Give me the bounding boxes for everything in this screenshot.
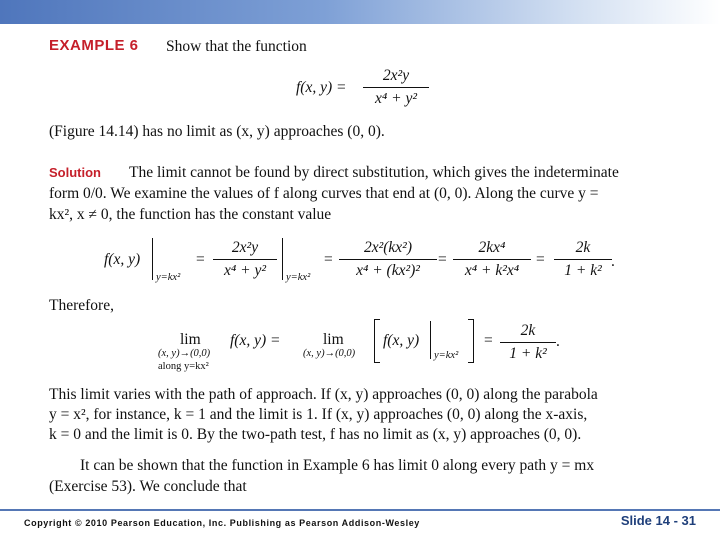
eq1-equals-3: =: [438, 251, 447, 268]
example-statement: (Figure 14.14) has no limit as (x, y) approaches (0, 0).: [49, 123, 385, 140]
eq1-f1-num: 2x²y: [231, 239, 259, 256]
eq1-eval-subscript-1: y=kx²: [156, 272, 181, 283]
eq2-eval-subscript: y=kx²: [434, 350, 459, 361]
eq2-lim-1-under-a: (x, y)→(0,0): [158, 348, 211, 359]
footer-rule: [0, 509, 720, 511]
eq1-f3-den: x⁴ + k²x⁴: [464, 262, 520, 280]
solution-line-2: form 0/0. We examine the values of f along curves that end at (0, 0). Along the curve y =: [49, 185, 599, 202]
function-fraction: [363, 66, 429, 109]
para-line-5: (Exercise 53). We conclude that: [49, 478, 247, 495]
para-line-2: y = x², for instance, k = 1 and the limit is 1. If (x, y) approaches (0, 0) along the x-axis,: [49, 406, 588, 423]
eq1-fraction-3: [453, 238, 531, 281]
example-label: EXAMPLE 6: [49, 37, 139, 54]
function-numerator: 2x²y: [382, 67, 410, 84]
para-line-4: It can be shown that the function in Example 6 has limit 0 along every path y = mx: [80, 457, 595, 474]
eq1-equals-2: =: [324, 251, 333, 268]
eq1-lhs: f(x, y): [104, 251, 141, 268]
eq2-num: 2k: [520, 322, 536, 339]
eq2-equals: =: [484, 332, 493, 349]
eq2-fraction: [500, 321, 556, 364]
eq2-period: .: [556, 333, 560, 350]
eq1-f4-den: 1 + k²: [564, 262, 602, 280]
solution-label: Solution: [49, 165, 101, 180]
function-denominator: x⁴ + y²: [374, 90, 417, 108]
eq2-lim-2: lim: [323, 331, 344, 348]
copyright-text: Copyright © 2010 Pearson Education, Inc. Publishing as Pearson Addison-Wesley: [24, 518, 420, 528]
para-line-1: This limit varies with the path of approach. If (x, y) approaches (0, 0) along the parabola: [49, 386, 598, 403]
eq1-f2-den: x⁴ + (kx²)²: [356, 262, 420, 280]
function-lhs: f(x, y) =: [296, 79, 347, 96]
eq2-left-bracket: [374, 319, 380, 363]
eq2-inner-f: f(x, y): [383, 332, 420, 349]
eq1-f2-num: 2x²(kx²): [363, 239, 412, 256]
eq2-right-bracket: [468, 319, 474, 363]
eq2-lim-2-under: (x, y)→(0,0): [303, 348, 356, 359]
eq1-fraction-2: [339, 238, 437, 281]
example-intro: Show that the function: [166, 38, 307, 55]
eq1-fraction-1: [213, 238, 277, 281]
solution-line-3: kx², x ≠ 0, the function has the constant value: [49, 206, 332, 223]
eq1-period: .: [611, 253, 615, 270]
solution-line-1: The limit cannot be found by direct substitution, which gives the indeterminate: [129, 164, 619, 181]
eq2-lim-1-under-b: along y=kx²: [158, 361, 209, 372]
header-bar: [0, 0, 720, 24]
eq1-f4-num: 2k: [575, 239, 591, 256]
eq1-f3-num: 2kx⁴: [478, 239, 506, 256]
eq2-evalbar: [430, 321, 431, 359]
eq2-fxy: f(x, y) =: [230, 332, 281, 349]
para-line-3: k = 0 and the limit is 0. By the two-path test, f has no limit as (x, y) approaches (0, 0).: [49, 426, 582, 443]
therefore-text: Therefore,: [49, 297, 114, 314]
eq1-fraction-4: [554, 238, 612, 281]
eq1-eval-subscript-2: y=kx²: [286, 272, 311, 283]
eq2-lim-1: lim: [180, 331, 201, 348]
eq1-evalbar-2: [282, 238, 283, 280]
eq1-equals-4: =: [536, 251, 545, 268]
eq1-f1-den: x⁴ + y²: [223, 262, 266, 280]
eq1-evalbar-1: [152, 238, 153, 280]
eq1-equals-1: =: [196, 251, 205, 268]
slide-number: Slide 14 - 31: [620, 513, 696, 528]
eq2-den: 1 + k²: [509, 345, 547, 363]
